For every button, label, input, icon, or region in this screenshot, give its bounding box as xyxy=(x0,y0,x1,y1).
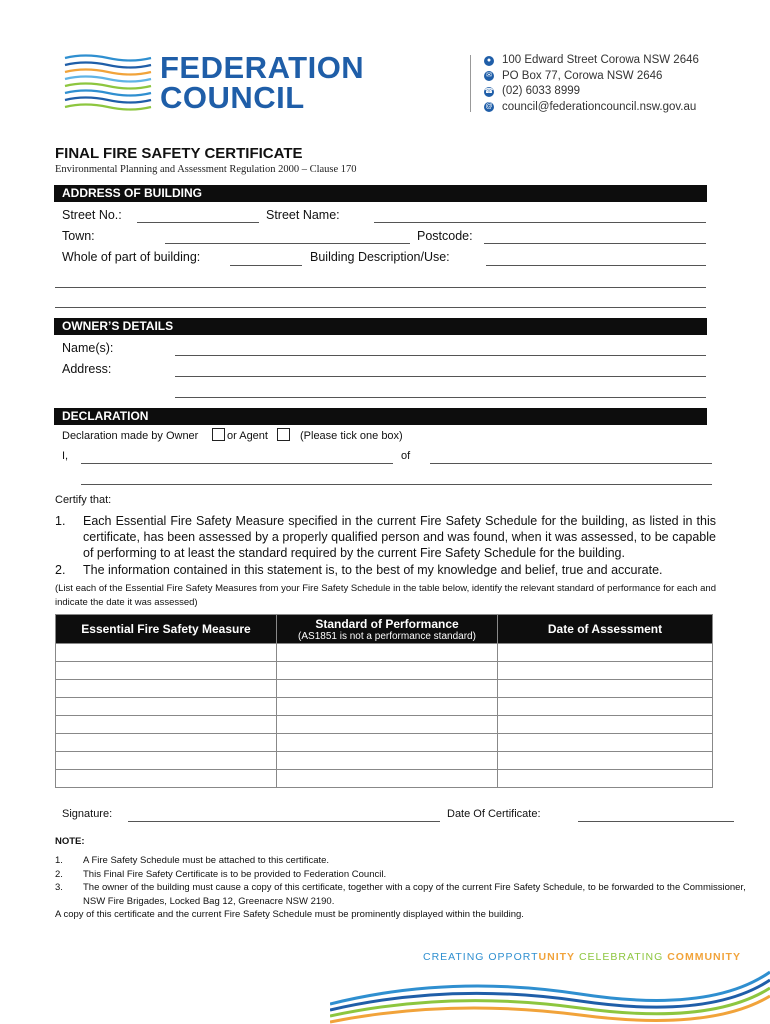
declarant-extra-line[interactable] xyxy=(81,484,712,485)
contact-block xyxy=(484,53,699,115)
footer-tagline: CREATING OPPORTUNITY CELEBRATING COMMUNITY xyxy=(423,951,741,963)
owner-checkbox[interactable] xyxy=(212,428,225,441)
town-field[interactable] xyxy=(165,243,410,244)
table-cell[interactable] xyxy=(56,680,277,698)
address-extra-line-2[interactable] xyxy=(55,307,706,308)
or-agent-label: or Agent xyxy=(227,430,268,442)
owner-address-field-1[interactable] xyxy=(175,376,706,377)
notes-list xyxy=(55,854,755,922)
table-row xyxy=(56,770,713,788)
declarant-i-label: I, xyxy=(62,450,69,462)
certify-label: Certify that: xyxy=(55,494,112,506)
contact-phone: ☎ (02) 6033 8999 xyxy=(484,85,581,97)
signature-label: Signature: xyxy=(62,808,113,820)
street-no-label: Street No.: xyxy=(62,208,122,222)
table-cell[interactable] xyxy=(56,752,277,770)
signature-field[interactable] xyxy=(128,821,440,822)
table-row xyxy=(56,752,713,770)
table-row xyxy=(56,716,713,734)
council-logo xyxy=(63,50,365,115)
table-cell[interactable] xyxy=(277,734,498,752)
phone-icon: ☎ xyxy=(484,87,494,95)
whole-part-field[interactable] xyxy=(230,265,302,266)
town-label: Town: xyxy=(62,229,95,243)
note-item-3: 3. The owner of the building must cause a copy of this certificate, together with a copy of the current Fire Safety Schedule, to be forwarded to the Commissioner, NSW Fire Brigades, Locked Bag 12, Greenacre NSW 2190. xyxy=(55,882,746,907)
header-divider xyxy=(470,55,471,112)
footer-wave-icon xyxy=(330,964,770,1024)
table-cell[interactable] xyxy=(56,734,277,752)
note-closing: A copy of this certificate and the current Fire Safety Schedule must be prominently displayed within the building. xyxy=(55,909,524,920)
table-cell[interactable] xyxy=(56,770,277,788)
table-cell[interactable] xyxy=(498,698,713,716)
column-header-date: Date of Assessment xyxy=(498,615,713,644)
postcode-label: Postcode: xyxy=(417,229,473,243)
table-cell[interactable] xyxy=(277,680,498,698)
postcode-field[interactable] xyxy=(484,243,706,244)
declaration-made-by-label: Declaration made by Owner xyxy=(62,430,199,442)
street-no-field[interactable] xyxy=(137,222,259,223)
tick-note: (Please tick one box) xyxy=(300,430,403,442)
fire-safety-measures-table xyxy=(55,614,713,788)
owner-address-field-2[interactable] xyxy=(175,397,706,398)
owner-names-label: Name(s): xyxy=(62,341,114,355)
mailbox-icon: ✉ xyxy=(484,71,494,81)
whole-part-label: Whole of part of building: xyxy=(62,250,201,264)
table-header-row xyxy=(56,615,713,644)
table-row xyxy=(56,662,713,680)
table-cell[interactable] xyxy=(498,770,713,788)
wave-lines-icon xyxy=(63,52,153,114)
column-header-measure: Essential Fire Safety Measure xyxy=(56,615,277,644)
address-extra-line-1[interactable] xyxy=(55,287,706,288)
agent-checkbox[interactable] xyxy=(277,428,290,441)
table-cell[interactable] xyxy=(498,662,713,680)
date-of-certificate-field[interactable] xyxy=(578,821,734,822)
page-subtitle: Environmental Planning and Assessment Regulation 2000 – Clause 170 xyxy=(55,164,357,175)
page-title: FINAL FIRE SAFETY CERTIFICATE xyxy=(55,145,303,162)
declarant-of-label: of xyxy=(401,450,411,462)
table-cell[interactable] xyxy=(56,716,277,734)
street-name-label: Street Name: xyxy=(266,208,340,222)
section-header-address: ADDRESS OF BUILDING xyxy=(54,185,707,202)
section-header-owner: OWNER’S DETAILS xyxy=(54,318,707,335)
location-pin-icon: ● xyxy=(484,56,494,66)
building-description-field[interactable] xyxy=(486,265,706,266)
table-cell[interactable] xyxy=(56,644,277,662)
email-icon: @ xyxy=(485,103,493,111)
table-row xyxy=(56,698,713,716)
table-cell[interactable] xyxy=(498,716,713,734)
note-heading: NOTE: xyxy=(55,836,85,847)
table-instruction: (List each of the Essential Fire Safety Measures from your Fire Safety Schedule in the table below, identify the relevant standard of performance for each and indicate the date it was assessed) xyxy=(55,583,716,608)
contact-address: ● 100 Edward Street Corowa NSW 2646 xyxy=(484,53,699,69)
table-cell[interactable] xyxy=(277,698,498,716)
owner-address-label: Address: xyxy=(62,362,112,376)
table-row xyxy=(56,644,713,662)
table-cell[interactable] xyxy=(56,662,277,680)
table-cell[interactable] xyxy=(277,644,498,662)
table-cell[interactable] xyxy=(498,680,713,698)
note-item-2: 2. This Final Fire Safety Certificate is to be provided to Federation Council. xyxy=(55,868,387,880)
table-row xyxy=(56,680,713,698)
table-cell[interactable] xyxy=(498,734,713,752)
building-description-label: Building Description/Use: xyxy=(310,250,450,264)
owner-names-field[interactable] xyxy=(175,355,706,356)
table-cell[interactable] xyxy=(277,770,498,788)
date-of-certificate-label: Date Of Certificate: xyxy=(447,808,541,820)
logo-text-federation: FEDERATION xyxy=(160,50,365,85)
contact-email[interactable]: @ council@federationcouncil.nsw.gov.au xyxy=(485,100,697,113)
certify-item-1: 1. Each Essential Fire Safety Measure specified in the current Fire Safety Schedule for the building, as listed in this certificate, has been assessed by a properly qualified person and was found, when it was assessed, to be capable of performing to at least the standard required by the current Fire Safety Schedule for the building. xyxy=(55,514,716,560)
contact-po-box: ✉ PO Box 77, Corowa NSW 2646 xyxy=(484,69,699,85)
street-name-field[interactable] xyxy=(374,222,706,223)
certify-item-2: 2. The information contained in this statement is, to the best of my knowledge and belief, true and accurate. xyxy=(55,563,663,577)
declarant-name-field[interactable] xyxy=(81,463,393,464)
note-item-1: 1. A Fire Safety Schedule must be attached to this certificate. xyxy=(55,855,330,866)
logo-text-council: COUNCIL xyxy=(160,80,305,115)
table-cell[interactable] xyxy=(498,752,713,770)
declarant-of-field[interactable] xyxy=(430,463,712,464)
table-cell[interactable] xyxy=(277,752,498,770)
table-cell[interactable] xyxy=(498,644,713,662)
table-row xyxy=(56,734,713,752)
table-cell[interactable] xyxy=(277,662,498,680)
section-header-declaration: DECLARATION xyxy=(54,408,707,425)
table-cell[interactable] xyxy=(277,716,498,734)
table-cell[interactable] xyxy=(56,698,277,716)
column-header-standard: Standard of Performance (AS1851 is not a performance standard) xyxy=(277,615,498,644)
